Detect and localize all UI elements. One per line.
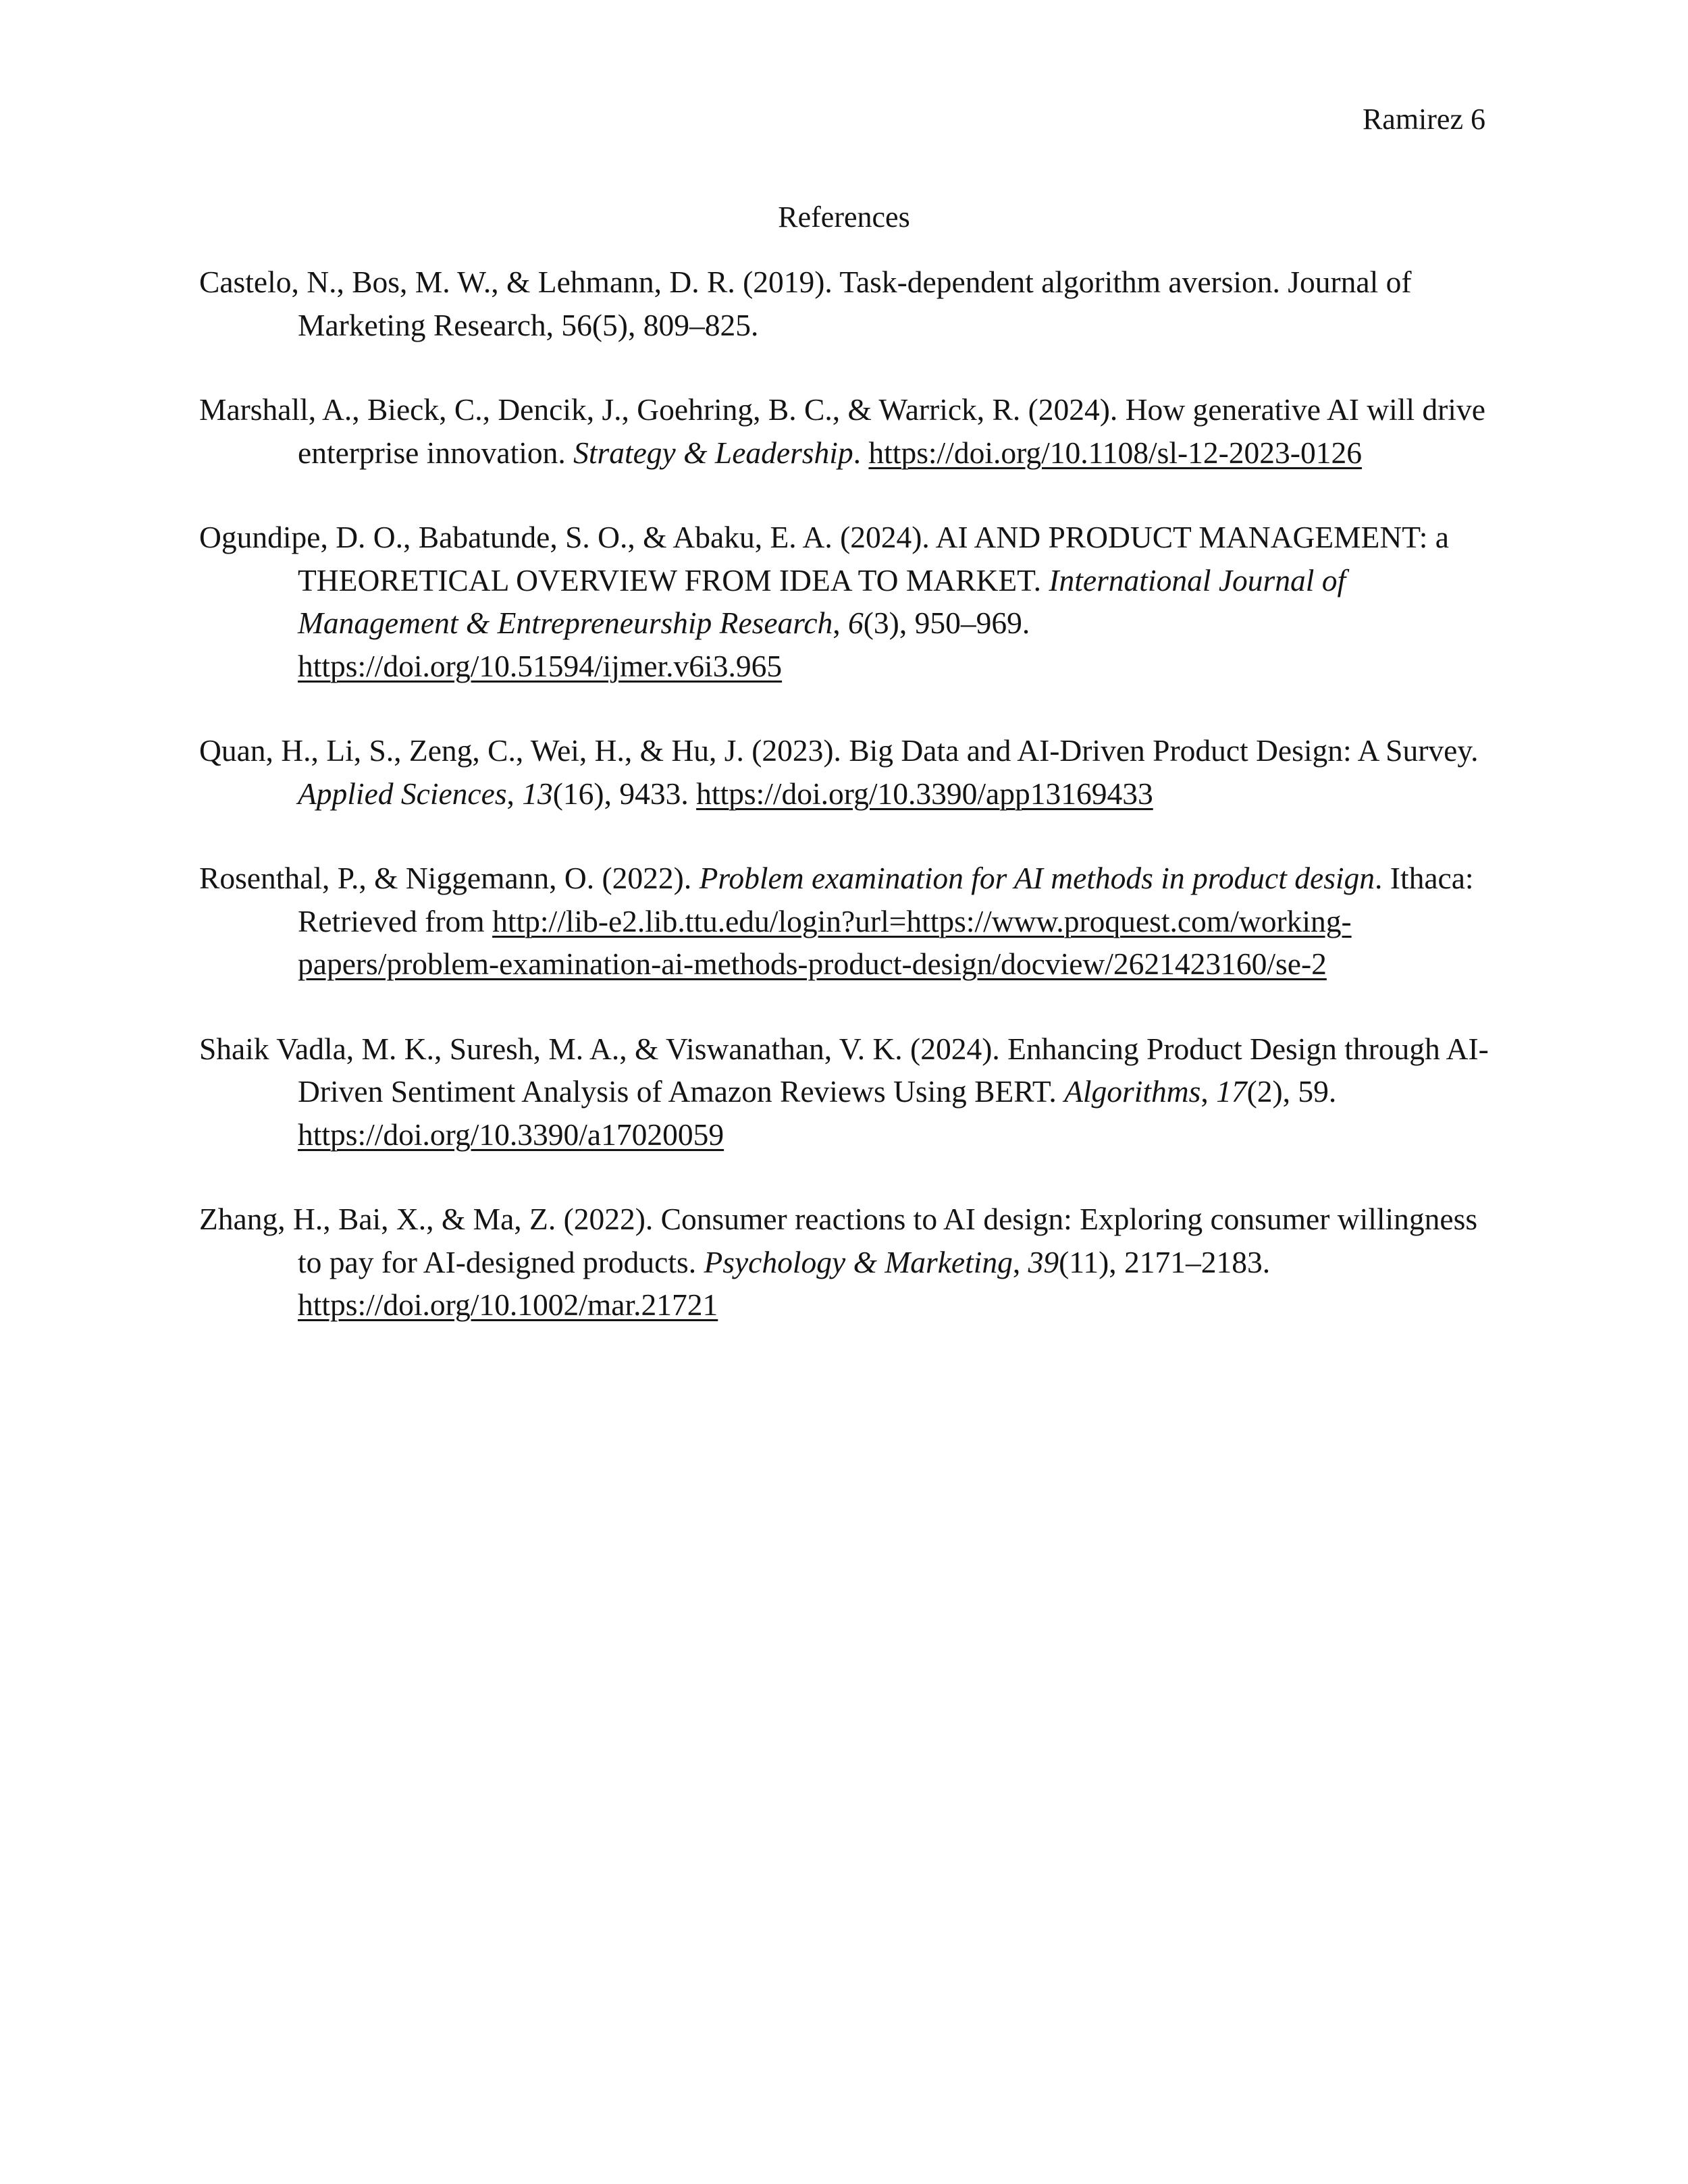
reference-publisher: Ithaca: Retrieved from <box>298 861 1474 938</box>
reference-authors: Marshall, A., Bieck, C., Dencik, J., Goehring, B. C., & Warrick, R. (2024). <box>199 392 1118 427</box>
reference-issue-pages: (16), 9433. <box>552 776 689 811</box>
reference-doi-link[interactable]: https://doi.org/10.1002/mar.21721 <box>298 1287 718 1322</box>
reference-title: Enhancing Product Design through AI-Driven Sentiment Analysis of Amazon Reviews Using BERT. <box>298 1031 1489 1109</box>
reference-authors: Castelo, N., Bos, M. W., & Lehmann, D. R. (2019). <box>199 265 833 299</box>
reference-journal: Psychology & Marketing <box>704 1244 1013 1279</box>
reference-journal: Strategy & Leadership <box>573 435 853 470</box>
reference-rosenthal-2022: Rosenthal, P., & Niggemann, O. (2022). Problem examination for AI methods in product design. Ithaca: Retrieved from http://lib-e2.lib.ttu.edu/login?url=https://www.proquest.com/working-papers/problem-examination-ai-methods-product-design/docview/2621423160/se-2 <box>199 861 1474 981</box>
reference-authors: Rosenthal, P., & Niggemann, O. (2022). <box>199 861 692 895</box>
reference-volume: 13 <box>522 776 553 811</box>
reference-title: Problem examination for AI methods in product design <box>699 861 1375 895</box>
reference-volume: 17 <box>1216 1074 1247 1109</box>
references-heading: References <box>778 201 910 234</box>
reference-list <box>199 261 1506 1368</box>
reference-authors: Quan, H., Li, S., Zeng, C., Wei, H., & Hu, J. (2023). <box>199 733 841 768</box>
reference-marshall-2024: Marshall, A., Bieck, C., Dencik, J., Goehring, B. C., & Warrick, R. (2024). How generative AI will drive enterprise innovation. Strategy & Leadership. https://doi.org/10.1108/sl-12-2023-0126 <box>199 392 1485 470</box>
reference-doi-link[interactable]: https://doi.org/10.51594/ijmer.v6i3.965 <box>298 648 783 683</box>
reference-ogundipe-2024: Ogundipe, D. O., Babatunde, S. O., & Abaku, E. A. (2024). AI AND PRODUCT MANAGEMENT: a THEORETICAL OVERVIEW FROM IDEA TO MARKET. International Journal of Management & Entrepreneurship Research, 6(3), 950–969. https://doi.org/10.51594/ijmer.v6i3.965 <box>199 520 1449 683</box>
reference-url-link[interactable]: http://lib-e2.lib.ttu.edu/login?url=https://www.proquest.com/working-papers/problem-examination-ai-methods-product-design/docview/2621423160/se-2 <box>298 903 1352 981</box>
reference-journal: International Journal of Management & Entrepreneurship Research <box>298 562 1346 640</box>
reference-journal: Applied Sciences <box>298 776 507 811</box>
running-head: Ramirez 6 <box>1362 103 1485 136</box>
reference-title: Big Data and AI-Driven Product Design: A Survey. <box>849 733 1479 768</box>
reference-authors: Zhang, H., Bai, X., & Ma, Z. (2022). <box>199 1202 654 1236</box>
reference-issue-pages: (2), 59. <box>1246 1074 1337 1109</box>
reference-title: AI AND PRODUCT MANAGEMENT: a THEORETICAL OVERVIEW FROM IDEA TO MARKET. <box>298 520 1449 597</box>
reference-volume: 39 <box>1028 1244 1059 1279</box>
reference-journal: Algorithms <box>1064 1074 1201 1109</box>
reference-shaik-vadla-2024: Shaik Vadla, M. K., Suresh, M. A., & Viswanathan, V. K. (2024). Enhancing Product Design through AI-Driven Sentiment Analysis of Amazon Reviews Using BERT. Algorithms, 17(2), 59. https://doi.org/10.3390/a17020059 <box>199 1031 1489 1152</box>
reference-volume: 6 <box>848 606 864 640</box>
reference-title: How generative AI will drive enterprise innovation. <box>298 392 1485 470</box>
reference-issue-pages: (11), 2171–2183. <box>1059 1244 1271 1279</box>
reference-source: Journal of Marketing Research, 56(5), 809–825. <box>298 265 1412 342</box>
reference-title: Task-dependent algorithm aversion. <box>839 265 1280 299</box>
reference-authors: Shaik Vadla, M. K., Suresh, M. A., & Viswanathan, V. K. (2024). <box>199 1031 1000 1066</box>
reference-zhang-2022: Zhang, H., Bai, X., & Ma, Z. (2022). Consumer reactions to AI design: Exploring consumer willingness to pay for AI-designed products. Psychology & Marketing, 39(11), 2171–2183. https://doi.org/10.1002/mar.21721 <box>199 1202 1478 1322</box>
reference-doi-link[interactable]: https://doi.org/10.1108/sl-12-2023-0126 <box>868 435 1362 470</box>
reference-doi-link[interactable]: https://doi.org/10.3390/a17020059 <box>298 1117 724 1152</box>
reference-castelo-2019 <box>199 261 1506 346</box>
reference-title: Consumer reactions to AI design: Exploring consumer willingness to pay for AI-designed products. <box>298 1202 1478 1279</box>
reference-issue-pages: (3), 950–969. <box>863 606 1030 640</box>
reference-doi-link[interactable]: https://doi.org/10.3390/app13169433 <box>696 776 1153 811</box>
reference-quan-2023: Quan, H., Li, S., Zeng, C., Wei, H., & Hu, J. (2023). Big Data and AI-Driven Product Design: A Survey. Applied Sciences, 13(16), 9433. https://doi.org/10.3390/app13169433 <box>199 733 1479 811</box>
reference-authors: Ogundipe, D. O., Babatunde, S. O., & Abaku, E. A. (2024). <box>199 520 930 554</box>
